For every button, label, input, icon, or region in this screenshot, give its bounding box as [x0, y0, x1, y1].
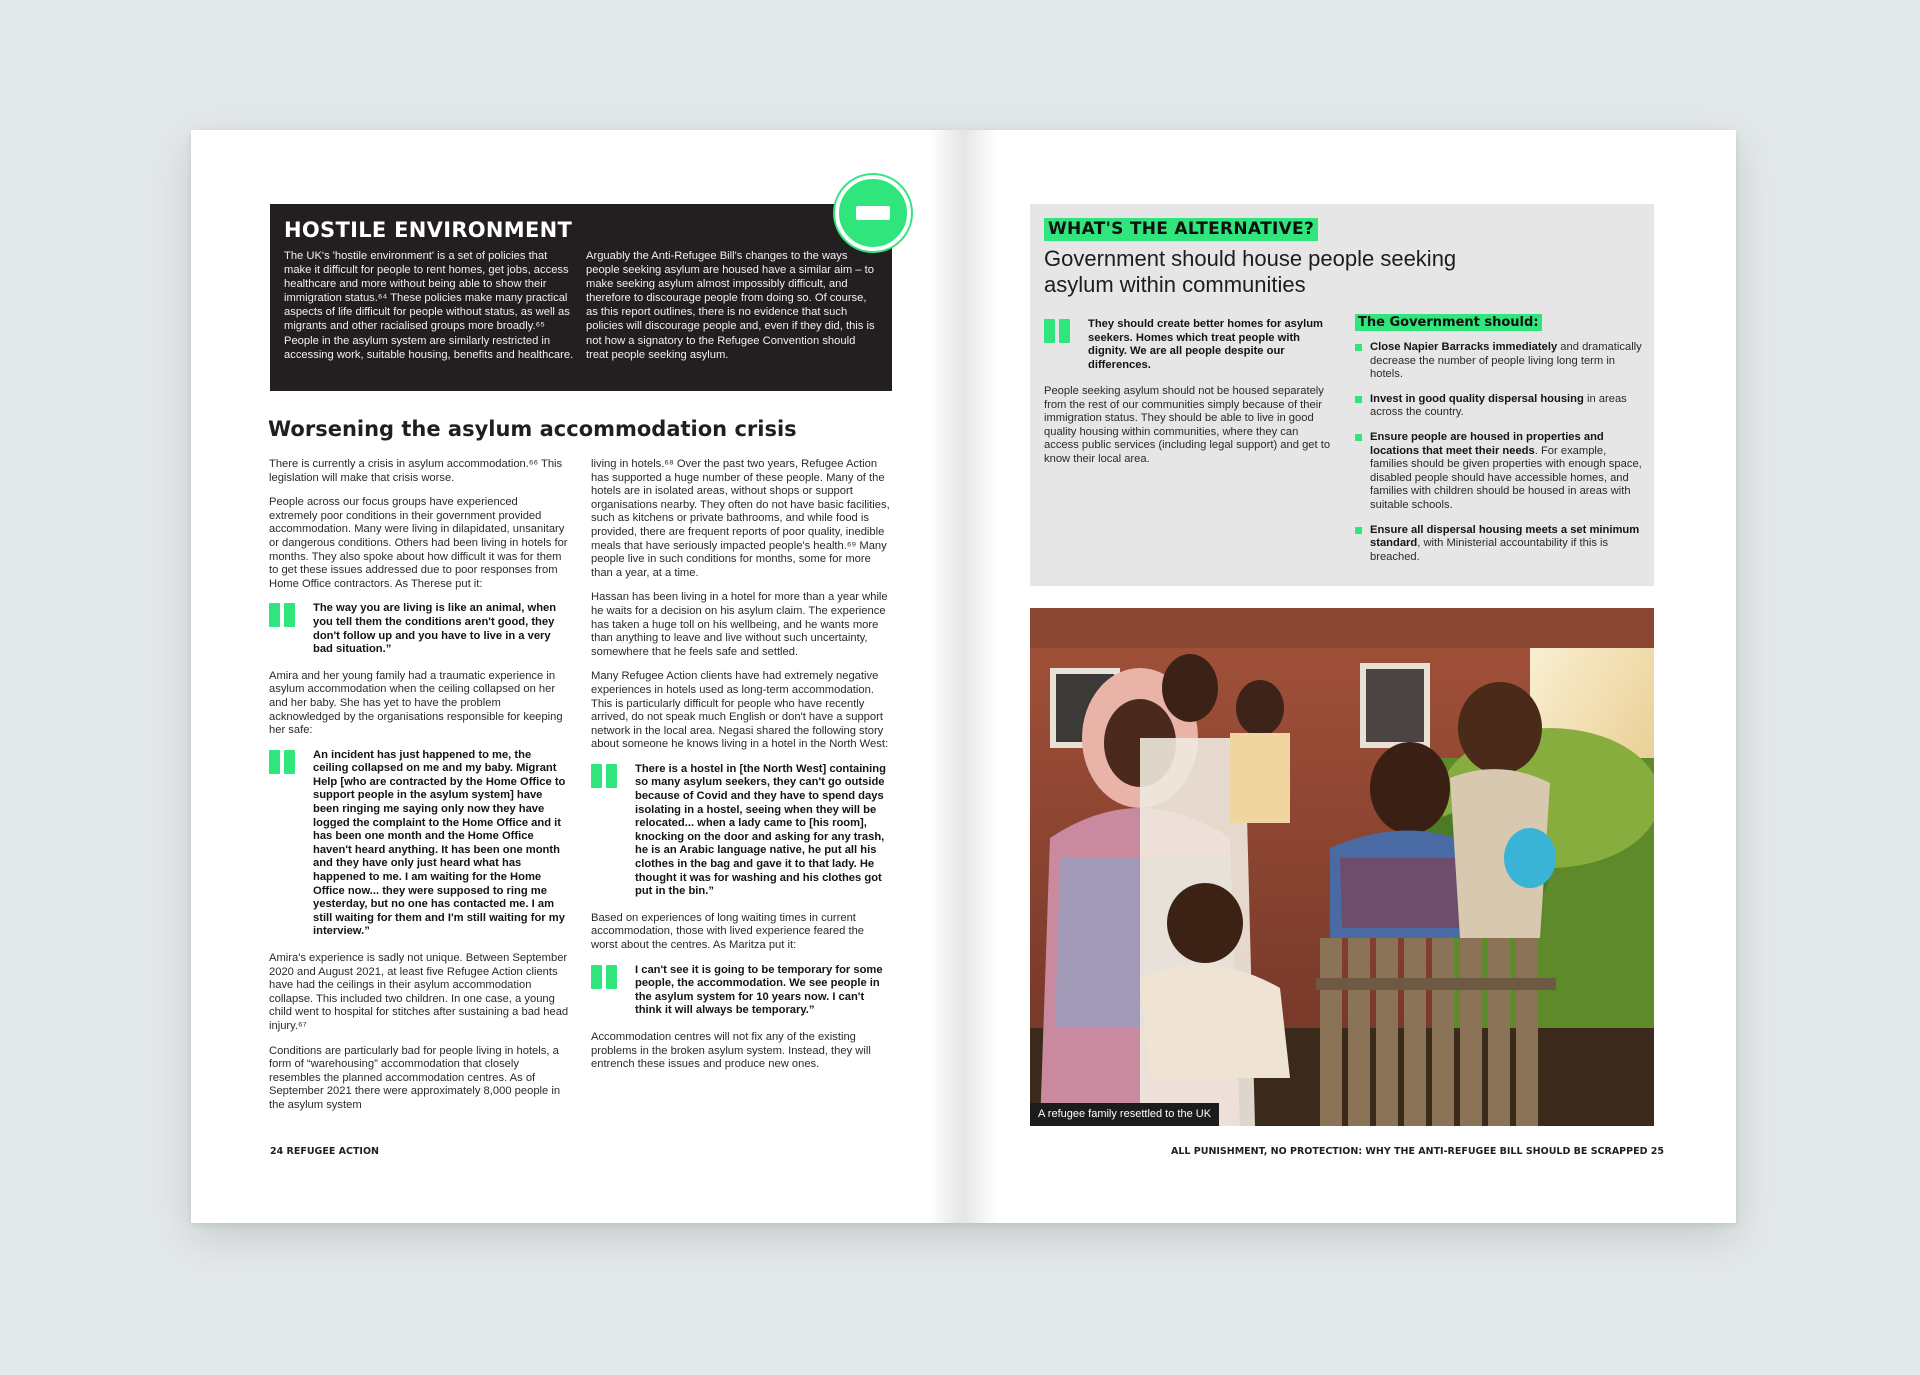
list-item-text: . For example, families should be given properties with enough space, disabled people should have accessible homes, and families with children should be housed in areas with suitable schools.: [1370, 444, 1642, 511]
bullet-icon: [1355, 527, 1362, 534]
folio-right: ALL PUNISHMENT, NO PROTECTION: WHY THE ANTI-REFUGEE BILL SHOULD BE SCRAPPED 25: [1171, 1146, 1664, 1157]
left-page: [191, 130, 963, 1223]
gutter-shadow-left: [929, 130, 963, 1223]
folio-left: 24 REFUGEE ACTION: [270, 1146, 379, 1157]
alternative-heading: Government should house people seeking asylum within communities: [1044, 246, 1457, 297]
paragraph: People across our focus groups have experienced extremely poor conditions in their government provided accommodation. Many were living in dilapidated, unsanitary or dangerous conditions. Others had been living in hotels for months. They also spoke about how difficult it was for them to get these issues addressed due to poor responses from Home Office contractors. As Therese put it:: [269, 496, 568, 590]
quote-text: There is a hostel in [the North West] containing so many asylum seekers, they can't go outside because of Covid and they have to spend days isolating in a hostel, seeing when they will be relocated... when a lady came to [his room], knocking on the door and asking for any trash, he is an Arabic language native, he put all his clothes in the bag and gave it to that lady. He thought it was for washing and his clothes got put in the bin.”: [635, 762, 886, 898]
paragraph: Based on experiences of long waiting times in current accommodation, those with lived experience feared the worst about the centres. As Maritza put it:: [591, 911, 865, 951]
list-item-bold: Close Napier Barracks immediately: [1370, 341, 1558, 353]
magazine-spread: [191, 130, 1736, 1223]
gutter-shadow-right: [963, 130, 997, 1223]
list-item: [1355, 393, 1645, 420]
list-item-bold: Ensure all dispersal housing meets a set minimum standard: [1370, 523, 1640, 550]
list-item: [1355, 431, 1645, 513]
government-should-title: The Government should:: [1355, 314, 1542, 331]
list-item-text: , with Ministerial accountability if this is breached.: [1370, 537, 1609, 563]
quote-mark-icon: [591, 764, 621, 788]
family-photo: [1030, 608, 1654, 1126]
paragraph: Amira and her young family had a traumatic experience in asylum accommodation when the ceiling collapsed on her and her baby. She has yet to have the problem acknowledged by the organisations responsible for keeping her safe:: [269, 669, 563, 737]
right-page: [963, 130, 1736, 1223]
paragraph: living in hotels.⁶⁸ Over the past two years, Refugee Action has supported a huge number of these people. Many of the hotels are in isolated areas, without shops or support organisations nearby. They often do not have basic facilities, such as kitchens or private bathrooms, and while food is provided, there are frequent reports of poor quality, inedible meals that have seriously impacted people's health.⁶⁹ Many people live in such conditions for months, some for more than a year, at a time.: [591, 458, 890, 579]
pull-quote: [591, 763, 891, 899]
list-item-text: and dramatically decrease the number of people living long term in hotels.: [1370, 341, 1642, 381]
alternative-label: WHAT'S THE ALTERNATIVE?: [1044, 218, 1318, 241]
quote-text: I can't see it is going to be temporary for some people, the accommodation. We see people in the asylum system for 10 years now. I can't think it will always be temporary.”: [635, 963, 883, 1017]
bullet-icon: [1355, 396, 1362, 403]
list-item-bold: Ensure people are housed in properties and locations that meet their needs: [1370, 430, 1604, 457]
no-entry-bar: [856, 206, 890, 220]
bullet-icon: [1355, 434, 1362, 441]
body-column-b: [591, 458, 891, 1083]
list-item: [1355, 524, 1645, 565]
list-item-bold: Invest in good quality dispersal housing: [1370, 392, 1584, 405]
alternative-box: [1030, 204, 1654, 586]
quote-mark-icon: [269, 603, 299, 627]
quote-text: An incident has just happened to me, the ceiling collapsed on me and my baby. Migrant Help [who are contracted by the Home Office to support people in the asylum system] have been ringing me saying only now they have logged the complaint to the Home Office and it has been one month and the Home Office haven't heard anything. It has been one month and they have only just heard what has happened to me. I am waiting for the Home Office now... they were supposed to ring me yesterday, but no one has contacted me. I am still waiting for them and I'm still waiting for my interview.”: [313, 748, 566, 938]
government-should-list: [1355, 341, 1645, 575]
paragraph: Many Refugee Action clients have had extremely negative experiences in hotels used as long-term accommodation. This is particularly difficult for people who have recently arrived, do not speak much English or don't have a support network in the local area. Negasi shared the following story about someone he knows living in a hotel in the North West:: [591, 670, 889, 751]
quote-text: The way you are living is like an animal, when you tell them the conditions aren't good, they don't follow up and you have to live in a very bad situation.”: [313, 602, 557, 656]
quote-mark-icon: [269, 750, 299, 774]
hostile-environment-col1: The UK's 'hostile environment' is a set of policies that make it difficult for people to rent homes, get jobs, access healthcare and more without being able to show their immigration status.⁶⁴ These policies make many practical aspects of life difficult for people without status, as well as migrants and other racialised groups more broadly.⁶⁵ People in the asylum system are similarly restricted in accessing work, suitable housing, benefits and healthcare.: [284, 250, 574, 361]
no-entry-icon: [835, 175, 911, 251]
list-item: [1355, 341, 1645, 382]
pull-quote: [1044, 318, 1334, 372]
paragraph: Amira's experience is sadly not unique. Between September 2020 and August 2021, at least five Refugee Action clients have had the ceilings in their asylum accommodation collapse. This included two children. In one case, a young child went to hospital for stitches after sustaining a bad head injury.⁶⁷: [269, 952, 569, 1032]
pull-quote: [591, 964, 891, 1018]
paragraph: Conditions are particularly bad for people living in hotels, a form of “warehousing” accommodation that closely resembles the planned accommodation centres. As of September 2021 there were approximately 8,000 people in the asylum system: [269, 1044, 561, 1111]
quote-text: They should create better homes for asylum seekers. Homes which treat people with dignity. We are all people despite our differences.: [1088, 318, 1324, 371]
quote-mark-icon: [591, 965, 621, 989]
photo-caption: A refugee family resettled to the UK: [1030, 1103, 1219, 1126]
paragraph: Hassan has been living in a hotel for more than a year while he waits for a decision on his asylum claim. The experience has taken a huge toll on his wellbeing, and he wants more than anything to leave and live without such uncertainty, somewhere that he feels safe and settled.: [591, 591, 888, 658]
list-item-text: in areas across the country.: [1370, 392, 1627, 419]
hostile-environment-title: HOSTILE ENVIRONMENT: [284, 218, 573, 242]
alternative-body: People seeking asylum should not be housed separately from the rest of our communities simply because of their immigration status. They should be able to live in good quality housing within communities, where they can access public services (including legal support) and get to know their local area.: [1044, 385, 1331, 465]
paragraph: There is currently a crisis in asylum accommodation.⁶⁶ This legislation will make that crisis worse.: [269, 458, 563, 484]
hostile-environment-col2: Arguably the Anti-Refugee Bill's changes to the ways people seeking asylum are housed have a similar aim – to make seeking asylum almost impossibly difficult, and therefore to discourage people from doing so. Of course, as this report outlines, there is no evidence that such policies will discourage people and, even if they did, this is not how a signatory to the Refugee Convention should treat people seeking asylum.: [586, 250, 875, 361]
pull-quote: [269, 602, 569, 656]
photo-illustration: [1030, 608, 1654, 1126]
alternative-quote: [1044, 318, 1334, 372]
body-column-a: [269, 458, 569, 1124]
hostile-environment-box: [270, 204, 892, 391]
section-title: Worsening the asylum accommodation crisis: [268, 417, 797, 441]
paragraph: Accommodation centres will not fix any of the existing problems in the broken asylum system. Instead, they will entrench these issues and produce new ones.: [591, 1030, 871, 1071]
pull-quote: [269, 749, 569, 939]
bullet-icon: [1355, 344, 1362, 351]
quote-mark-icon: [1044, 319, 1074, 343]
